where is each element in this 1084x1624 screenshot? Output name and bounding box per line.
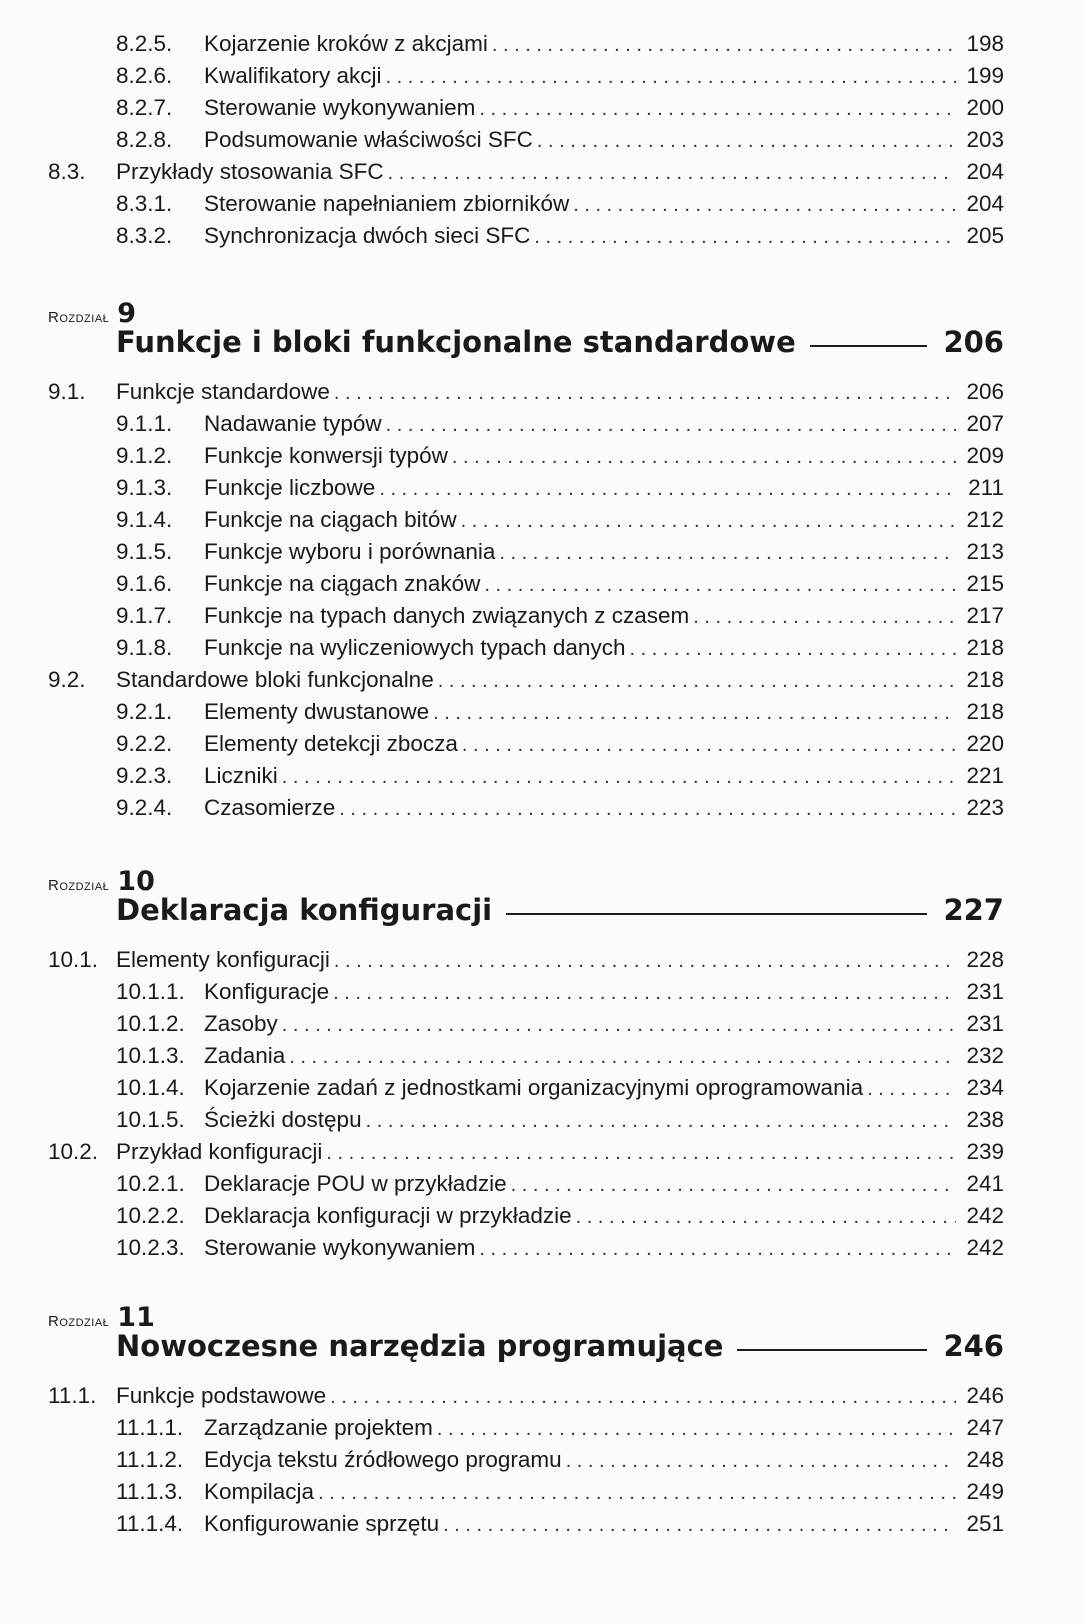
toc-entry xyxy=(116,1476,1004,1508)
dot-leader xyxy=(334,945,956,977)
section-title: Funkcje na ciągach bitów xyxy=(204,507,457,532)
page-number: 239 xyxy=(966,1139,1004,1164)
toc-entry xyxy=(116,124,1004,156)
toc-entry xyxy=(116,60,1004,92)
section-number: 9.1.2. xyxy=(116,443,173,468)
toc-entry xyxy=(116,1444,1004,1476)
section-title: Funkcje liczbowe xyxy=(204,475,376,500)
toc-entry xyxy=(116,408,1004,440)
section-title: Podsumowanie właściwości SFC xyxy=(204,127,533,152)
section-number: 10.1. xyxy=(48,947,99,972)
page-number: 221 xyxy=(966,763,1004,788)
page-number: 215 xyxy=(966,571,1004,596)
chapter-heading xyxy=(116,890,1004,930)
toc-entry xyxy=(116,696,1004,728)
dot-leader xyxy=(330,1381,956,1413)
section-title: Funkcje konwersji typów xyxy=(204,443,448,468)
heading-rule xyxy=(506,913,927,915)
page-number: 218 xyxy=(966,667,1004,692)
page-number: 242 xyxy=(966,1203,1004,1228)
dot-leader xyxy=(479,1233,956,1265)
section-title: Deklaracje POU w przykładzie xyxy=(204,1171,507,1196)
page-number: 242 xyxy=(966,1235,1004,1260)
page-number: 231 xyxy=(966,979,1004,1004)
section-number: 10.1.3. xyxy=(116,1043,185,1068)
toc-entry xyxy=(116,760,1004,792)
chapter-word: Rozdział xyxy=(48,309,110,326)
page-number: 246 xyxy=(966,1383,1004,1408)
page-number: 206 xyxy=(966,379,1004,404)
page-number: 209 xyxy=(966,443,1004,468)
page-number: 204 xyxy=(966,159,1004,184)
dot-leader xyxy=(534,221,956,253)
toc-entry xyxy=(48,664,1004,696)
section-number: 10.2.3. xyxy=(116,1235,185,1260)
section-number: 9.1.8. xyxy=(116,635,173,660)
section-title: Sterowanie napełnianiem zbiorników xyxy=(204,191,570,216)
toc-entry xyxy=(116,536,1004,568)
dot-leader xyxy=(386,61,956,93)
dot-leader xyxy=(438,665,956,697)
toc-entry xyxy=(116,188,1004,220)
section-title: Standardowe bloki funkcjonalne xyxy=(116,667,434,692)
page-number: 232 xyxy=(966,1043,1004,1068)
page-number: 241 xyxy=(966,1171,1004,1196)
section-title: Nadawanie typów xyxy=(204,411,382,436)
page-number: 249 xyxy=(966,1479,1004,1504)
toc-entry xyxy=(116,504,1004,536)
page-number: 213 xyxy=(966,539,1004,564)
chapter-title: Funkcje i bloki funkcjonalne standardowe xyxy=(116,325,796,359)
section-title: Kojarzenie kroków z akcjami xyxy=(204,31,488,56)
dot-leader xyxy=(326,1137,956,1169)
toc-entry xyxy=(116,1168,1004,1200)
dot-leader xyxy=(379,473,956,505)
dot-leader xyxy=(629,633,956,665)
page-number: 247 xyxy=(966,1415,1004,1440)
toc-entry xyxy=(116,1508,1004,1540)
dot-leader xyxy=(433,697,956,729)
dot-leader xyxy=(318,1477,956,1509)
toc-entry xyxy=(116,472,1004,504)
dot-leader xyxy=(492,29,956,61)
chapter-number: 11 xyxy=(117,1302,155,1333)
toc-entry xyxy=(116,792,1004,824)
dot-leader xyxy=(452,441,956,473)
heading-rule xyxy=(810,345,928,347)
dot-leader xyxy=(693,601,956,633)
page-number: 218 xyxy=(966,635,1004,660)
dot-leader xyxy=(461,505,956,537)
dot-leader xyxy=(443,1509,956,1541)
section-title: Zasoby xyxy=(204,1011,278,1036)
dot-leader xyxy=(282,1009,956,1041)
chapter-heading xyxy=(116,1326,1004,1366)
section-number: 11.1.2. xyxy=(116,1447,184,1472)
section-title: Ścieżki dostępu xyxy=(204,1107,362,1132)
section-title: Sterowanie wykonywaniem xyxy=(204,95,476,120)
section-number: 9.1.6. xyxy=(116,571,173,596)
page-number: 238 xyxy=(966,1107,1004,1132)
section-number: 11.1.3. xyxy=(116,1479,184,1504)
toc-entry xyxy=(48,1380,1004,1412)
dot-leader xyxy=(282,761,956,793)
section-title: Elementy detekcji zbocza xyxy=(204,731,458,756)
section-number: 10.2.1. xyxy=(116,1171,185,1196)
section-number: 8.2.6. xyxy=(116,63,173,88)
toc-entry xyxy=(48,156,1004,188)
page-number: 212 xyxy=(966,507,1004,532)
dot-leader xyxy=(334,377,956,409)
toc-entry xyxy=(116,1232,1004,1264)
chapter-title: Nowoczesne narzędzia programujące xyxy=(116,1329,724,1363)
page-number: 218 xyxy=(966,699,1004,724)
page-number: 248 xyxy=(966,1447,1004,1472)
page-number: 234 xyxy=(966,1075,1004,1100)
chapter-number: 9 xyxy=(117,298,137,329)
page-number: 204 xyxy=(966,191,1004,216)
toc-entry xyxy=(48,944,1004,976)
toc-entry xyxy=(116,1412,1004,1444)
toc-entry xyxy=(116,1200,1004,1232)
toc-entry xyxy=(48,376,1004,408)
section-title: Zadania xyxy=(204,1043,286,1068)
dot-leader xyxy=(484,569,956,601)
page-number: 217 xyxy=(966,603,1004,628)
chapter-word: Rozdział xyxy=(48,1313,110,1330)
section-number: 8.2.8. xyxy=(116,127,173,152)
section-number: 9.2.4. xyxy=(116,795,173,820)
dot-leader xyxy=(366,1105,956,1137)
section-title: Kwalifikatory akcji xyxy=(204,63,382,88)
section-title: Czasomierze xyxy=(204,795,336,820)
section-number: 9.1.3. xyxy=(116,475,173,500)
section-number: 8.2.7. xyxy=(116,95,173,120)
dot-leader xyxy=(437,1413,956,1445)
section-title: Funkcje na ciągach znaków xyxy=(204,571,481,596)
toc-entry xyxy=(116,28,1004,60)
section-title: Funkcje na wyliczeniowych typach danych xyxy=(204,635,626,660)
section-title: Konfigurowanie sprzętu xyxy=(204,1511,440,1536)
toc-entry xyxy=(116,1072,1004,1104)
page-number: 198 xyxy=(966,31,1004,56)
chapter-title: Deklaracja konfiguracji xyxy=(116,893,493,927)
toc-entry xyxy=(116,1008,1004,1040)
section-title: Funkcje wyboru i porównania xyxy=(204,539,496,564)
page-number: 207 xyxy=(966,411,1004,436)
section-number: 10.1.4. xyxy=(116,1075,185,1100)
section-title: Przykłady stosowania SFC xyxy=(116,159,384,184)
section-title: Elementy dwustanowe xyxy=(204,699,430,724)
dot-leader xyxy=(339,793,956,825)
page-number: 199 xyxy=(966,63,1004,88)
section-number: 11.1. xyxy=(48,1383,97,1408)
section-title: Funkcje na typach danych związanych z czasem xyxy=(204,603,690,628)
section-number: 8.3. xyxy=(48,159,86,184)
toc-entry xyxy=(116,220,1004,252)
section-title: Kojarzenie zadań z jednostkami organizacyjnymi oprogramowania xyxy=(204,1075,864,1100)
section-number: 10.1.1. xyxy=(116,979,185,1004)
section-number: 9.1. xyxy=(48,379,86,404)
dot-leader xyxy=(867,1073,956,1105)
chapter-number: 10 xyxy=(117,866,155,897)
section-number: 9.1.5. xyxy=(116,539,173,564)
heading-rule xyxy=(737,1349,927,1351)
toc-entry xyxy=(116,632,1004,664)
section-title: Funkcje standardowe xyxy=(116,379,330,404)
chapter-page: 206 xyxy=(943,325,1004,359)
dot-leader xyxy=(511,1169,956,1201)
dot-leader xyxy=(333,977,956,1009)
page-number: 228 xyxy=(966,947,1004,972)
dot-leader xyxy=(289,1041,956,1073)
section-number: 10.2. xyxy=(48,1139,99,1164)
section-number: 9.2.1. xyxy=(116,699,173,724)
page-number: 205 xyxy=(966,223,1004,248)
page-number: 223 xyxy=(966,795,1004,820)
section-number: 10.1.5. xyxy=(116,1107,185,1132)
dot-leader xyxy=(537,125,956,157)
section-number: 9.2. xyxy=(48,667,86,692)
section-title: Edycja tekstu źródłowego programu xyxy=(204,1447,562,1472)
toc-entry xyxy=(116,600,1004,632)
dot-leader xyxy=(499,537,956,569)
section-title: Zarządzanie projektem xyxy=(204,1415,433,1440)
section-number: 11.1.1. xyxy=(116,1415,184,1440)
toc-entry xyxy=(116,728,1004,760)
chapter-page: 227 xyxy=(943,893,1004,927)
dot-leader xyxy=(386,409,956,441)
section-number: 10.1.2. xyxy=(116,1011,185,1036)
dot-leader xyxy=(576,1201,956,1233)
section-title: Elementy konfiguracji xyxy=(116,947,330,972)
section-number: 8.2.5. xyxy=(116,31,173,56)
section-number: 9.2.2. xyxy=(116,731,173,756)
dot-leader xyxy=(566,1445,956,1477)
chapter-heading xyxy=(116,322,1004,362)
toc-entry xyxy=(116,976,1004,1008)
page-number: 251 xyxy=(966,1511,1004,1536)
dot-leader xyxy=(388,157,956,189)
dot-leader xyxy=(479,93,956,125)
section-title: Deklaracja konfiguracji w przykładzie xyxy=(204,1203,572,1228)
toc-entry xyxy=(116,1104,1004,1136)
toc-entry xyxy=(48,1136,1004,1168)
section-number: 9.1.7. xyxy=(116,603,173,628)
section-number: 8.3.2. xyxy=(116,223,173,248)
section-number: 9.1.1. xyxy=(116,411,173,436)
section-title: Przykład konfiguracji xyxy=(116,1139,323,1164)
toc-entry xyxy=(116,92,1004,124)
section-title: Synchronizacja dwóch sieci SFC xyxy=(204,223,531,248)
page-number: 200 xyxy=(966,95,1004,120)
page-number: 211 xyxy=(968,475,1004,500)
section-title: Sterowanie wykonywaniem xyxy=(204,1235,476,1260)
section-number: 11.1.4. xyxy=(116,1511,184,1536)
dot-leader xyxy=(573,189,956,221)
section-number: 8.3.1. xyxy=(116,191,173,216)
page-number: 231 xyxy=(966,1011,1004,1036)
section-title: Kompilacja xyxy=(204,1479,315,1504)
section-number: 9.2.3. xyxy=(116,763,173,788)
page-number: 203 xyxy=(966,127,1004,152)
section-title: Liczniki xyxy=(204,763,278,788)
toc-entry xyxy=(116,440,1004,472)
dot-leader xyxy=(462,729,956,761)
section-number: 9.1.4. xyxy=(116,507,173,532)
section-number: 10.2.2. xyxy=(116,1203,185,1228)
section-title: Konfiguracje xyxy=(204,979,330,1004)
toc-entry xyxy=(116,568,1004,600)
chapter-page: 246 xyxy=(943,1329,1004,1363)
chapter-word: Rozdział xyxy=(48,877,110,894)
toc-entry xyxy=(116,1040,1004,1072)
page-number: 220 xyxy=(966,731,1004,756)
section-title: Funkcje podstawowe xyxy=(116,1383,327,1408)
